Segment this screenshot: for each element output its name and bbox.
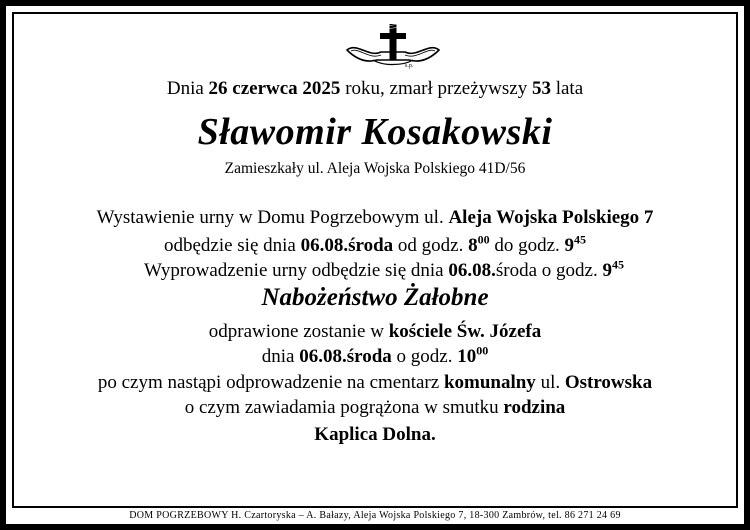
- church-name: kościele Św. Józefa: [388, 321, 542, 342]
- death-date-line: Dnia 26 czerwca 2025 roku, zmarł przeżywszy 53 lata: [166, 78, 584, 99]
- departure-line: Wyprowadzenie urny odbędzie się dnia 06.08.środa o godz. $9^{45}$: [144, 257, 624, 281]
- death-date: 26 czerwca 2025: [208, 78, 341, 99]
- funeral-home-footer: DOM POGRZEBOWY H. Czartoryska – A. Bałazy, Aleja Wojska Polskiego 7, 18-300 Zambrów, tel. 86 271 24 69: [129, 510, 621, 521]
- address-line: Zamieszkały ul. Aleja Wojska Polskiego 41D/56: [224, 160, 526, 177]
- cross-ribbon-icon: [343, 20, 443, 72]
- viewing-location: Aleja Wojska Polskiego 7: [448, 207, 654, 228]
- service-title: Nabożeństwo Żałobne: [261, 284, 489, 311]
- emblem-initials: ś.p.: [405, 63, 414, 69]
- age: 53: [531, 78, 551, 99]
- deceased-name: Sławomir Kosakowski: [197, 111, 553, 153]
- family-line: o czym zawiadamia pogrążona w smutku rodzina: [184, 397, 566, 418]
- chapel-line: Kaplica Dolna.: [314, 424, 436, 445]
- service-line-1: odprawione zostanie w kościele Św. Józefa: [208, 321, 542, 342]
- viewing-line-1: Wystawienie urny w Domu Pogrzebowym ul. Aleja Wojska Polskiego 7: [96, 207, 654, 228]
- viewing-line-2: odbędzie się dnia 06.08.środa od godz. $8^{00}$ do godz. $9^{45}$: [163, 232, 587, 256]
- service-line-2: dnia 06.08.środa o godz. $10^{00}$: [261, 343, 489, 367]
- burial-line: po czym nastąpi odprowadzenie na cmentarz komunalny ul. Ostrowska: [97, 372, 653, 393]
